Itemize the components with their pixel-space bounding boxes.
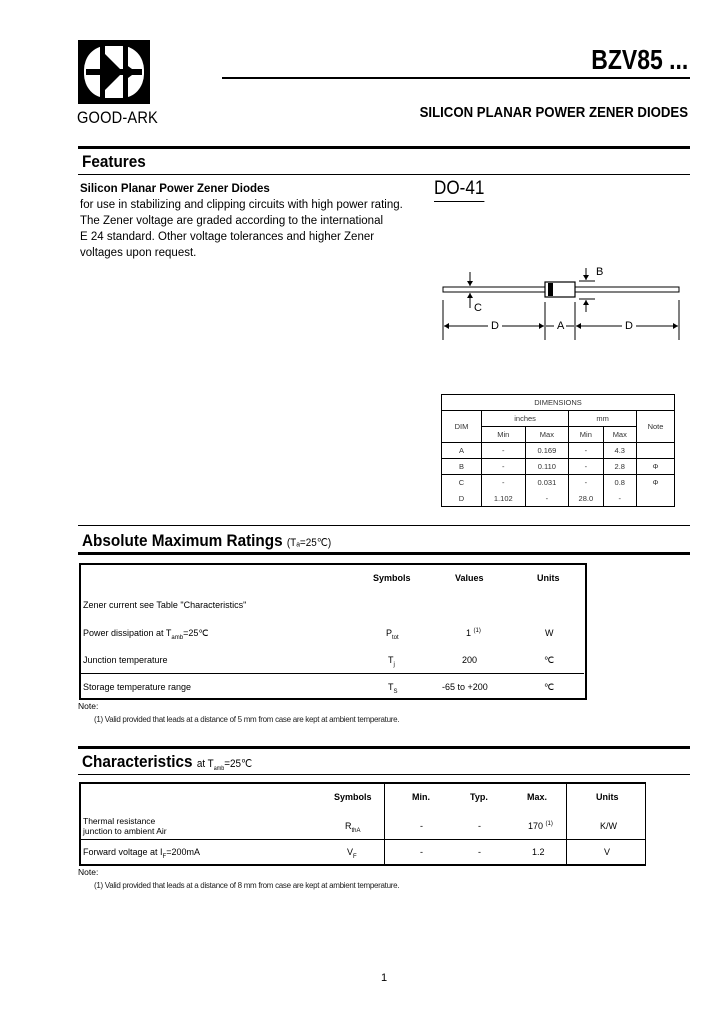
col-divider [384, 784, 385, 866]
inches-max-header: Max [525, 427, 569, 443]
part-number-title: BZV85 ... [591, 44, 688, 75]
header-symbols: Symbols [334, 792, 372, 802]
cell: D [442, 491, 482, 507]
cell: - [525, 491, 569, 507]
table-row [442, 475, 675, 491]
text: amb [213, 766, 225, 773]
table-row [442, 459, 675, 475]
text: junction to ambient Air [83, 826, 167, 836]
unit-tj: ℃ [544, 655, 555, 665]
dim-label-c: C [474, 302, 482, 314]
features-title: Features [82, 152, 146, 171]
page-number: 1 [381, 972, 388, 984]
title-rule [222, 77, 690, 79]
ratings-note-label: Note: [78, 701, 99, 711]
ratings-title [82, 531, 331, 551]
cell: 0.8 [603, 475, 636, 491]
features-bottom-rule [78, 174, 690, 175]
dimensions-table [441, 394, 675, 507]
text: =25℃ [224, 758, 253, 770]
cell: Φ [637, 459, 675, 475]
cell: - [482, 459, 526, 475]
header-values: Values [455, 573, 484, 583]
cell: B [442, 459, 482, 475]
cell: - [569, 459, 603, 475]
characteristics-top-rule [78, 746, 690, 749]
cell: C [442, 475, 482, 491]
cell: 28.0 [569, 491, 603, 507]
features-line: The Zener voltage are graded according to the international [80, 215, 384, 227]
param-storage-temp: Storage temperature range [83, 682, 192, 692]
company-logo [78, 40, 150, 104]
characteristics-note-text: (1) Valid provided that leads at a distance of 8 mm from case are kept at ambient temperature. [94, 881, 400, 890]
symbol-rtha [345, 821, 361, 834]
text: thA [351, 827, 361, 834]
header-units: Units [537, 573, 560, 583]
unit-rtha: K/W [600, 821, 617, 831]
zener-current-note: Zener current see Table "Characteristics" [83, 600, 247, 610]
symbol-tj [388, 655, 395, 668]
header-max: Max. [527, 792, 548, 802]
dim-label-d-right: D [625, 320, 633, 332]
features-heading: Silicon Planar Power Zener Diodes [80, 183, 270, 195]
cell: - [603, 491, 636, 507]
note-header: Note [637, 411, 675, 443]
param-power-dissipation [83, 628, 208, 641]
ratings-condition: (Tₐ=25℃) [286, 537, 332, 549]
characteristics-table [79, 782, 646, 866]
cell: A [442, 443, 482, 459]
text: F [162, 853, 167, 860]
value-tj: 200 [462, 655, 478, 665]
mm-max-header: Max [603, 427, 636, 443]
dim-label-d-left: D [491, 320, 499, 332]
text: =200mA [166, 847, 200, 857]
package-name: DO-41 [434, 178, 484, 202]
text: j [393, 661, 395, 668]
diode-logo-icon [78, 40, 150, 104]
cell: 1.102 [482, 491, 526, 507]
inches-header: inches [482, 411, 569, 427]
row-divider [81, 839, 646, 840]
max-rtha [528, 821, 553, 831]
header-typ: Typ. [470, 792, 488, 802]
typ-rtha: - [478, 821, 481, 831]
ratings-title-text: Absolute Maximum Ratings [82, 531, 283, 550]
text: R [345, 821, 352, 831]
features-line: voltages upon request. [80, 247, 197, 259]
min-rtha: - [420, 821, 423, 831]
text: 170 [528, 821, 544, 831]
inches-min-header: Min [482, 427, 526, 443]
text: F [353, 853, 357, 860]
symbol-ptot [386, 628, 399, 641]
features-line: for use in stabilizing and clipping circuits with high power rating. [80, 199, 403, 211]
ratings-table [79, 563, 587, 700]
unit-vf: V [604, 847, 611, 857]
text: amb [171, 634, 184, 641]
header-units: Units [596, 792, 619, 802]
ratings-note-text: (1) Valid provided that leads at a distance of 5 mm from case are kept at ambient temperature. [94, 715, 400, 724]
cell [637, 491, 675, 507]
header-symbols: Symbols [373, 573, 411, 583]
text: S [393, 688, 398, 695]
document-subtitle: SILICON PLANAR POWER ZENER DIODES [419, 104, 688, 121]
cell: 2.8 [603, 459, 636, 475]
dim-header: DIM [442, 411, 482, 443]
value-ptot [466, 628, 481, 638]
ratings-bottom-rule [78, 552, 690, 555]
text: P [386, 628, 393, 638]
text: tot [392, 634, 399, 641]
text: V [347, 847, 354, 857]
features-top-rule [78, 146, 690, 149]
col-divider [566, 784, 567, 866]
header-min: Min. [412, 792, 430, 802]
max-vf: 1.2 [532, 847, 545, 857]
dim-label-a: A [557, 320, 565, 332]
text: (1) [473, 628, 481, 634]
cell: - [569, 443, 603, 459]
dimensions-title: DIMENSIONS [442, 395, 675, 411]
logo-text: GOOD-ARK [77, 108, 158, 127]
characteristics-note-label: Note: [78, 867, 99, 877]
cell: - [569, 475, 603, 491]
text: 1 [466, 628, 472, 638]
row-divider [81, 673, 584, 674]
unit-ptot: W [545, 628, 554, 638]
characteristics-title [82, 752, 252, 772]
cell: 4.3 [603, 443, 636, 459]
text: (1) [545, 821, 553, 827]
cell: - [482, 443, 526, 459]
symbol-ts [388, 682, 398, 695]
characteristics-condition [196, 758, 253, 773]
table-row [442, 443, 675, 459]
param-junction-temp: Junction temperature [83, 655, 168, 665]
cell: Φ [637, 475, 675, 491]
text: T [388, 682, 394, 692]
text: at T [196, 758, 214, 770]
cell: 0.031 [525, 475, 569, 491]
ratings-top-rule [78, 525, 690, 526]
text: Forward voltage at I [83, 847, 163, 857]
table-row [442, 491, 675, 507]
text: =25℃ [183, 628, 209, 638]
text: Power dissipation at T [83, 628, 172, 638]
dim-label-b: B [596, 266, 604, 278]
symbol-vf [347, 847, 357, 860]
param-forward-voltage [83, 847, 200, 860]
min-vf: - [420, 847, 423, 857]
text: T [388, 655, 394, 665]
features-text [80, 181, 410, 261]
text: Thermal resistance [83, 816, 156, 826]
value-ts: -65 to +200 [442, 682, 488, 692]
features-line: E 24 standard. Other voltage tolerances and higher Zener [80, 231, 375, 243]
characteristics-bottom-rule [78, 774, 690, 775]
mm-header: mm [569, 411, 637, 427]
unit-ts: ℃ [544, 682, 555, 692]
characteristics-title-text: Characteristics [82, 752, 193, 771]
param-thermal-resistance [83, 816, 167, 836]
cell [637, 443, 675, 459]
cell: - [482, 475, 526, 491]
typ-vf: - [478, 847, 481, 857]
mm-min-header: Min [569, 427, 603, 443]
cell: 0.110 [525, 459, 569, 475]
cell: 0.169 [525, 443, 569, 459]
